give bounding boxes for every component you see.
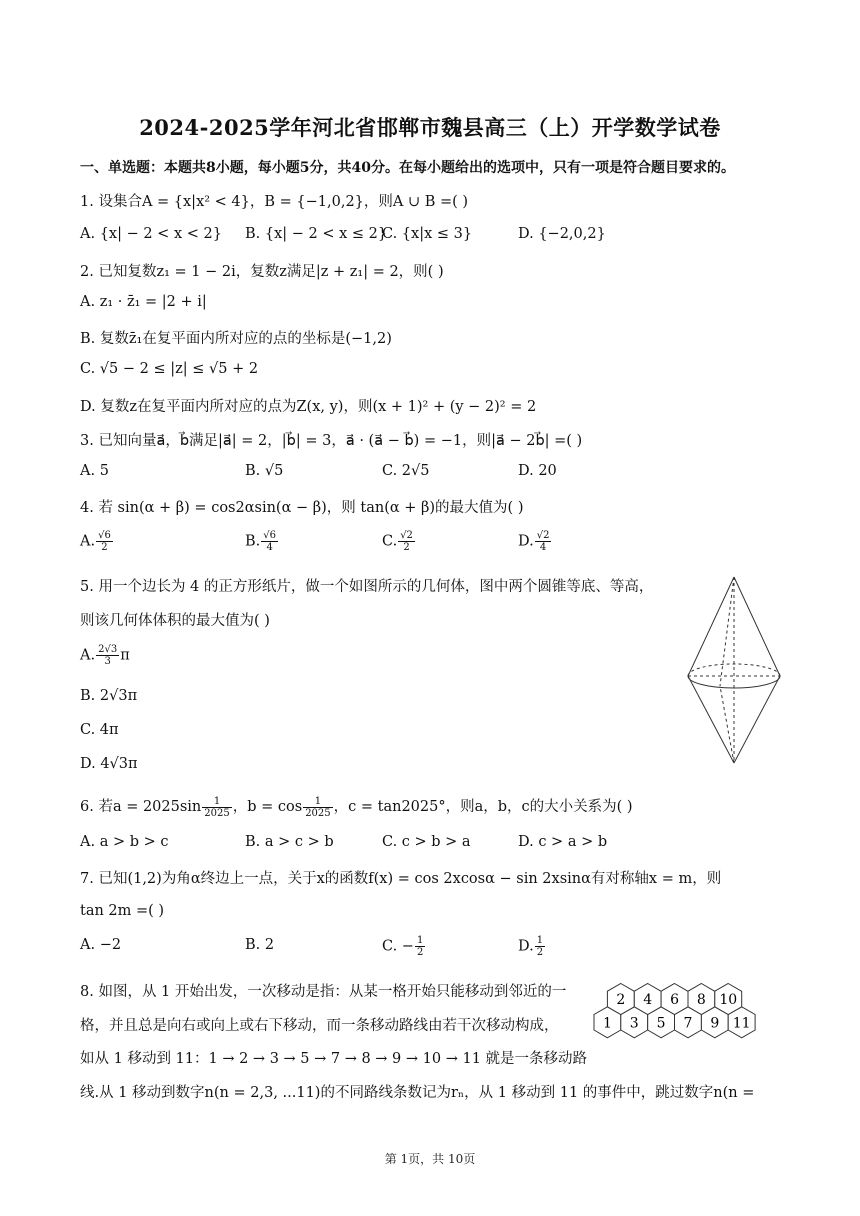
hex-6-label: 6 <box>670 992 680 1008</box>
hex-7-label: 7 <box>683 1015 693 1032</box>
question-3-option-b: B. √5 <box>245 463 284 479</box>
question-2-option-c: C. √5 − 2 ≤ |z| ≤ √5 + 2 <box>80 361 259 377</box>
question-3-stem: 3. 已知向量a⃗，b⃗满足|a⃗| = 2，|b⃗| = 3，a⃗ · (a⃗ − b⃗) = −1，则|a⃗ − 2b⃗| =( ) <box>80 433 583 449</box>
question-5-stem-line-2: 则该几何体体积的最大值为( ) <box>80 613 270 629</box>
question-3-option-c: C. 2√5 <box>382 463 430 479</box>
question-3-option-d: D. 20 <box>518 463 557 479</box>
question-1-option-b: B. {x| − 2 < x ≤ 2} <box>245 226 388 242</box>
page-footer: 第 1页，共 10页 <box>384 1152 476 1166</box>
question-1-option-c: C. {x|x ≤ 3} <box>382 226 473 242</box>
page-title: 2024-2025学年河北省邯郸市魏县高三（上）开学数学试卷 <box>139 115 721 140</box>
question-1-stem: 1. 设集合A = {x|x² < 4}，B = {−1,0,2}，则A ∪ B =( ) <box>80 194 469 210</box>
question-2-stem: 2. 已知复数z₁ = 1 − 2i，复数z满足|z + z₁| = 2，则( ) <box>80 264 444 280</box>
question-4-option-a: A. $\frac{√6}{2}$ <box>80 530 111 553</box>
hex-3-label: 3 <box>629 1015 639 1032</box>
question-4-option-b: B. $\frac{√6}{4}$ <box>245 530 276 553</box>
question-7-stem-line-1: 7. 已知(1,2)为角α终边上一点，关于x的函数f(x) = cos 2xcosα − sin 2xsinα有对称轴x = m，则 <box>80 871 722 887</box>
hexagon-grid-figure <box>592 982 782 1046</box>
question-8-line-2: 格，并且总是向右或向上或右下移动，而一条移动路线由若干次移动构成， <box>80 1018 559 1034</box>
question-7-option-d: D. $\frac{1}{2}$ <box>518 935 544 958</box>
question-6-option-a: A. a > b > c <box>80 834 169 850</box>
section-heading: 一、单选题：本题共8小题，每小题5分，共40分。在每小题给出的选项中，只有一项是符合题目要求的。 <box>80 160 735 176</box>
question-4-option-d: D. $\frac{√2}{4}$ <box>518 530 550 553</box>
hex-9-label: 9 <box>710 1015 720 1032</box>
question-4-stem: 4. 若 sin(α + β) = cos2αsin(α − β)，则 tan(α + β)的最大值为( ) <box>80 500 524 516</box>
double-cone-figure <box>684 574 784 766</box>
question-5-option-d: D. 4√3π <box>80 756 138 772</box>
hex-2-label: 2 <box>616 992 626 1008</box>
question-2-option-b: B. 复数z̄₁在复平面内所对应的点的坐标是(−1,2) <box>80 331 392 347</box>
question-6-option-b: B. a > c > b <box>245 834 334 850</box>
hex-8-label: 8 <box>696 992 706 1008</box>
question-7-option-a: A. −2 <box>80 937 122 953</box>
question-6-option-c: C. c > b > a <box>382 834 471 850</box>
question-8-line-1: 8. 如图，从 1 开始出发，一次移动是指：从某一格开始只能移动到邻近的一 <box>80 984 567 1000</box>
question-2-option-a: A. z₁ · z̄₁ = |2 + i| <box>80 294 207 310</box>
question-1-option-d: D. {−2,0,2} <box>518 226 606 242</box>
question-6-stem: 6. 若a = 2025sin $\frac{1}{2025}$ ，b = cos $\frac{1}{2025}$ ，c = tan2025°，则a，b，c的大小关系为( ) <box>80 795 633 819</box>
question-2-option-d: D. 复数z在复平面内所对应的点为Z(x, y)，则(x + 1)² + (y − 2)² = 2 <box>80 399 537 415</box>
question-8-line-3: 如从 1 移动到 11：1 → 2 → 3 → 5 → 7 → 8 → 9 → 10 → 11 就是一条移动路 <box>80 1051 588 1067</box>
hex-5-label: 5 <box>656 1015 666 1032</box>
question-3-option-a: A. 5 <box>80 463 109 479</box>
question-1-option-a: A. {x| − 2 < x < 2} <box>80 226 222 242</box>
hex-1-label: 1 <box>602 1015 612 1032</box>
question-5-stem-line-1: 5. 用一个边长为 4 的正方形纸片，做一个如图所示的几何体，图中两个圆锥等底、等高， <box>80 579 654 595</box>
question-6-option-d: D. c > a > b <box>518 834 608 850</box>
question-7-option-b: B. 2 <box>245 937 275 953</box>
question-8-line-4: 线.从 1 移动到数字n(n = 2,3, ...11)的不同路线条数记为rₙ，从 1 移动到 11 的事件中，跳过数字n(n = <box>80 1085 755 1101</box>
question-5-option-a: A. $\frac{2√3}{3}$ π <box>80 644 130 667</box>
hex-11-label: 11 <box>732 1015 751 1032</box>
question-7-stem-line-2: tan 2m =( ) <box>80 903 165 919</box>
question-5-option-c: C. 4π <box>80 722 119 738</box>
question-5-option-b: B. 2√3π <box>80 688 138 704</box>
question-7-option-c: C. − $\frac{1}{2}$ <box>382 935 424 958</box>
question-4-option-c: C. $\frac{√2}{2}$ <box>382 530 413 553</box>
hex-10-label: 10 <box>719 992 738 1008</box>
hex-4-label: 4 <box>643 992 653 1008</box>
